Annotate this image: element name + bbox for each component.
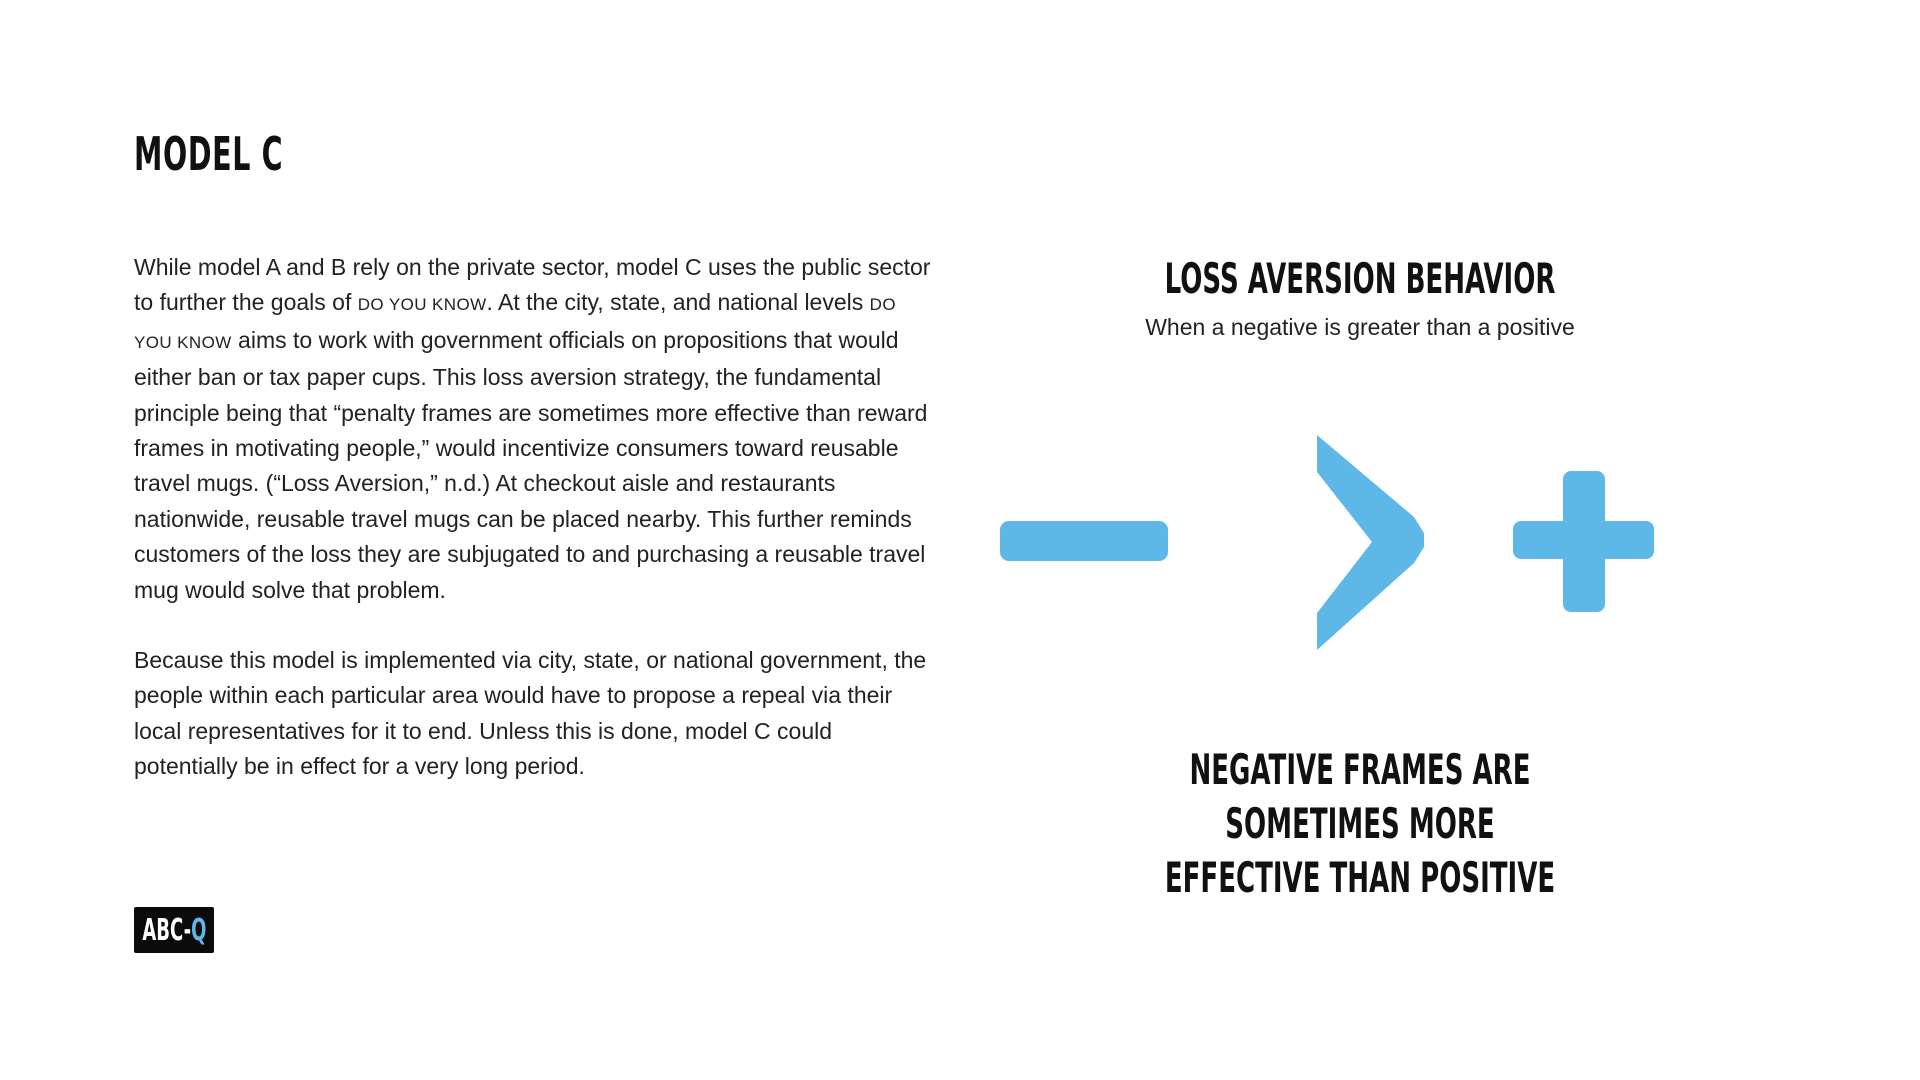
brand-logo [134, 907, 214, 953]
brand-name-small-caps: DO YOU KNOW [134, 295, 896, 352]
diagram-conclusion [1143, 743, 1577, 905]
loss-aversion-diagram [1000, 425, 1720, 665]
diagram-heading: LOSS AVERSION BEHAVIOR [1164, 254, 1556, 303]
greater-than-icon [1317, 435, 1424, 650]
body-paragraph-2: Because this model is implemented via city, state, or national government, the people within each particular area would have to propose a repeal via their local representatives for it to end. Unless this is done, model C could potentially be in effect for a very long period. [134, 647, 927, 780]
logo-text: ABC- [141, 912, 191, 948]
plus-icon [1513, 471, 1654, 612]
body-paragraph-1 [134, 250, 934, 608]
body-paragraph-1-part-1: While model A and B rely on the private sector, model C uses the public sector to further the goals of [134, 254, 931, 316]
brand-name-small-caps: DO YOU KNOW [357, 295, 487, 315]
diagram-conclusion-line-2: EFFECTIVE THAN POSITIVE [1164, 853, 1556, 902]
page-title: MODEL C [134, 127, 284, 181]
body-text [134, 250, 934, 785]
body-paragraph-1-part-3: aims to work with government officials on propositions that would either ban or tax paper cups. This loss aversion strategy, the fundamental principle being that “penalty frames are sometimes more effective than reward frames in motivating people,” would incentivize consumers toward reusable travel mugs. (“Loss Aversion,” n.d.) At checkout aisle and restaurants nationwide, reusable travel mugs can be placed nearby. This further reminds customers of the loss they are subjugated to and purchasing a reusable travel mug would solve that problem. [134, 326, 928, 603]
diagram-conclusion-line-1: NEGATIVE FRAMES ARE SOMETIMES MORE [1189, 745, 1531, 848]
diagram-subtitle: When a negative is greater than a positive [1145, 314, 1575, 340]
logo-accent-text: Q [190, 912, 207, 948]
minus-icon [1000, 521, 1168, 561]
body-paragraph-1-part-2: . At the city, state, and national levels [486, 289, 870, 316]
